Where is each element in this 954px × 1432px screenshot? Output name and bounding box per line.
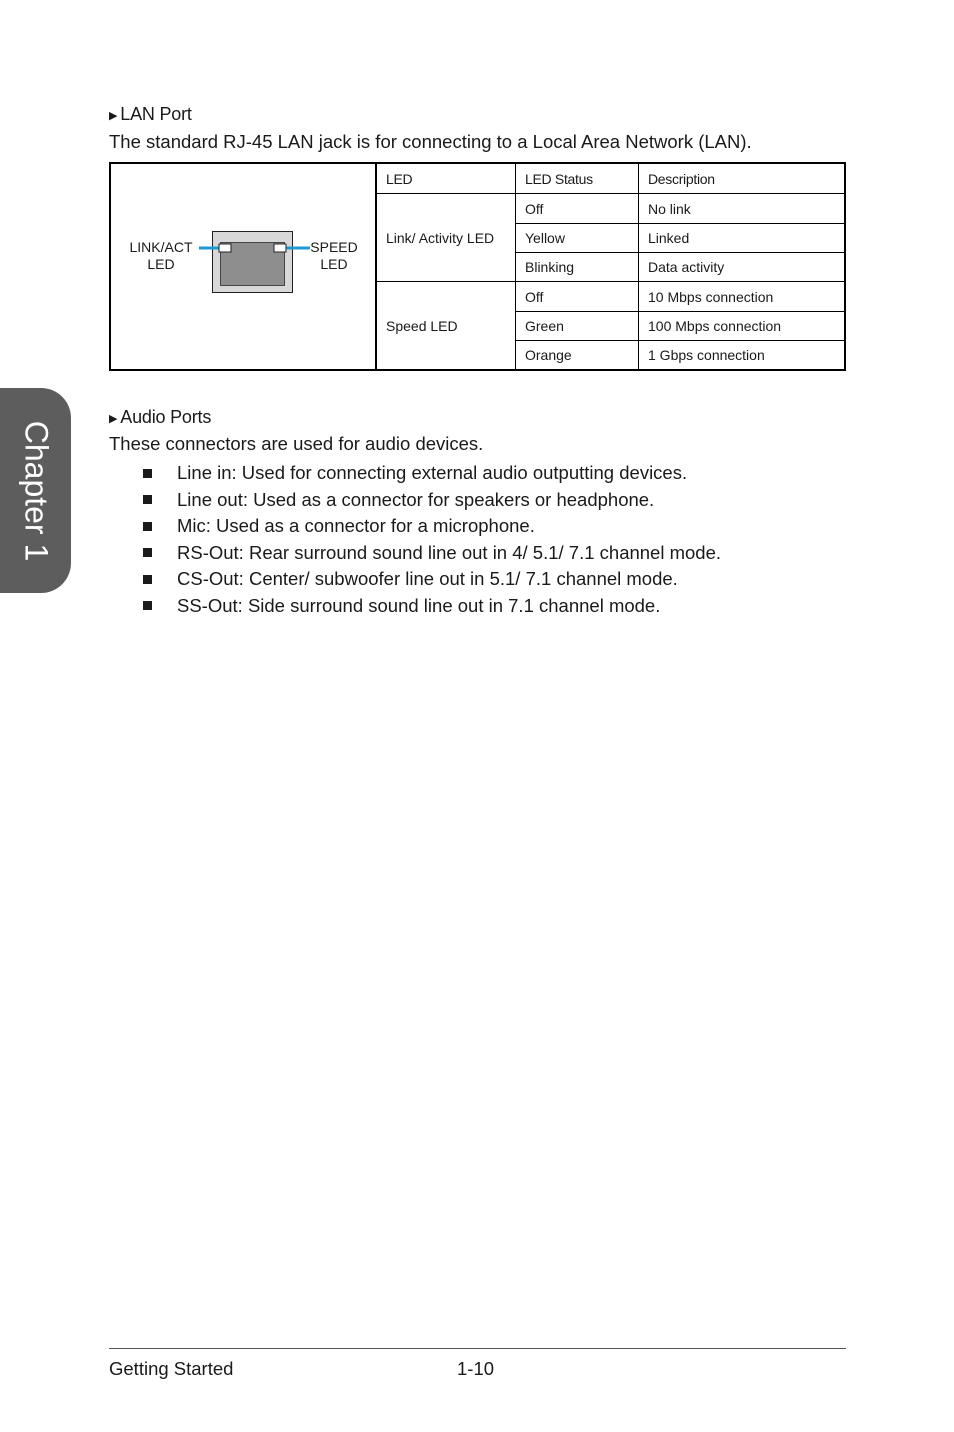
led-name-cell: Speed LED (376, 282, 516, 371)
audio-ports-heading (109, 407, 211, 428)
square-bullet-icon (143, 601, 152, 610)
footer-section-title: Getting Started (109, 1358, 234, 1379)
link-act-led-icon (219, 244, 231, 252)
led-name-cell: Link/ Activity LED (376, 194, 516, 282)
list-item (143, 460, 721, 487)
page-number: 1-10 (457, 1358, 495, 1379)
table-header-row (110, 163, 845, 194)
lan-port-intro: The standard RJ-45 LAN jack is for connecting to a Local Area Network (LAN). (109, 131, 752, 152)
speed-led-label: SPEED LED (310, 239, 358, 272)
square-bullet-icon (143, 469, 152, 478)
led-status-cell: Off (516, 194, 639, 224)
list-item (143, 593, 721, 620)
led-status-cell: Orange (516, 341, 639, 371)
footer-divider (109, 1348, 846, 1349)
col-header-description: Description (639, 163, 846, 194)
lan-port-heading-text: LAN Port (120, 104, 192, 124)
list-item (143, 487, 721, 514)
lan-jack-figure-cell (110, 163, 376, 370)
link-act-led-label: LINK/ACT LED (129, 239, 193, 272)
led-status-cell: Yellow (516, 224, 639, 253)
chapter-tab (0, 388, 71, 593)
audio-ports-list (143, 460, 721, 619)
list-item-text: Mic: Used as a connector for a microphone. (177, 515, 535, 537)
list-item-text: Line out: Used as a connector for speakers or headphone. (177, 488, 655, 510)
lan-jack-figure (111, 164, 375, 369)
list-item-text: Line in: Used for connecting external audio outputting devices. (177, 462, 688, 484)
led-description-cell: 100 Mbps connection (639, 312, 846, 341)
audio-ports-intro: These connectors are used for audio devices. (109, 433, 484, 454)
list-item-text: RS-Out: Rear surround sound line out in 4/ 5.1/ 7.1 channel mode. (177, 541, 722, 563)
led-pointer-lines (111, 164, 375, 369)
list-item-text: CS-Out: Center/ subwoofer line out in 5.1/ 7.1 channel mode. (177, 568, 678, 590)
triangle-bullet-icon: ▶ (109, 413, 118, 425)
triangle-bullet-icon: ▶ (109, 110, 118, 122)
col-header-led-status: LED Status (516, 163, 639, 194)
square-bullet-icon (143, 522, 152, 531)
list-item (143, 513, 721, 540)
lan-led-table (109, 162, 846, 371)
led-description-cell: No link (639, 194, 846, 224)
led-status-cell: Green (516, 312, 639, 341)
led-description-cell: Linked (639, 224, 846, 253)
led-status-cell: Blinking (516, 253, 639, 282)
square-bullet-icon (143, 548, 152, 557)
led-description-cell: Data activity (639, 253, 846, 282)
square-bullet-icon (143, 575, 152, 584)
audio-ports-heading-text: Audio Ports (120, 407, 212, 427)
col-header-led: LED (376, 163, 516, 194)
square-bullet-icon (143, 495, 152, 504)
list-item (143, 566, 721, 593)
lan-port-heading (109, 104, 192, 125)
speed-led-icon (274, 244, 286, 252)
led-description-cell: 10 Mbps connection (639, 282, 846, 312)
list-item (143, 540, 721, 567)
led-description-cell: 1 Gbps connection (639, 341, 846, 371)
list-item-text: SS-Out: Side surround sound line out in 7.1 channel mode. (177, 594, 661, 616)
led-status-cell: Off (516, 282, 639, 312)
chapter-tab-label: Chapter 1 (18, 420, 54, 561)
